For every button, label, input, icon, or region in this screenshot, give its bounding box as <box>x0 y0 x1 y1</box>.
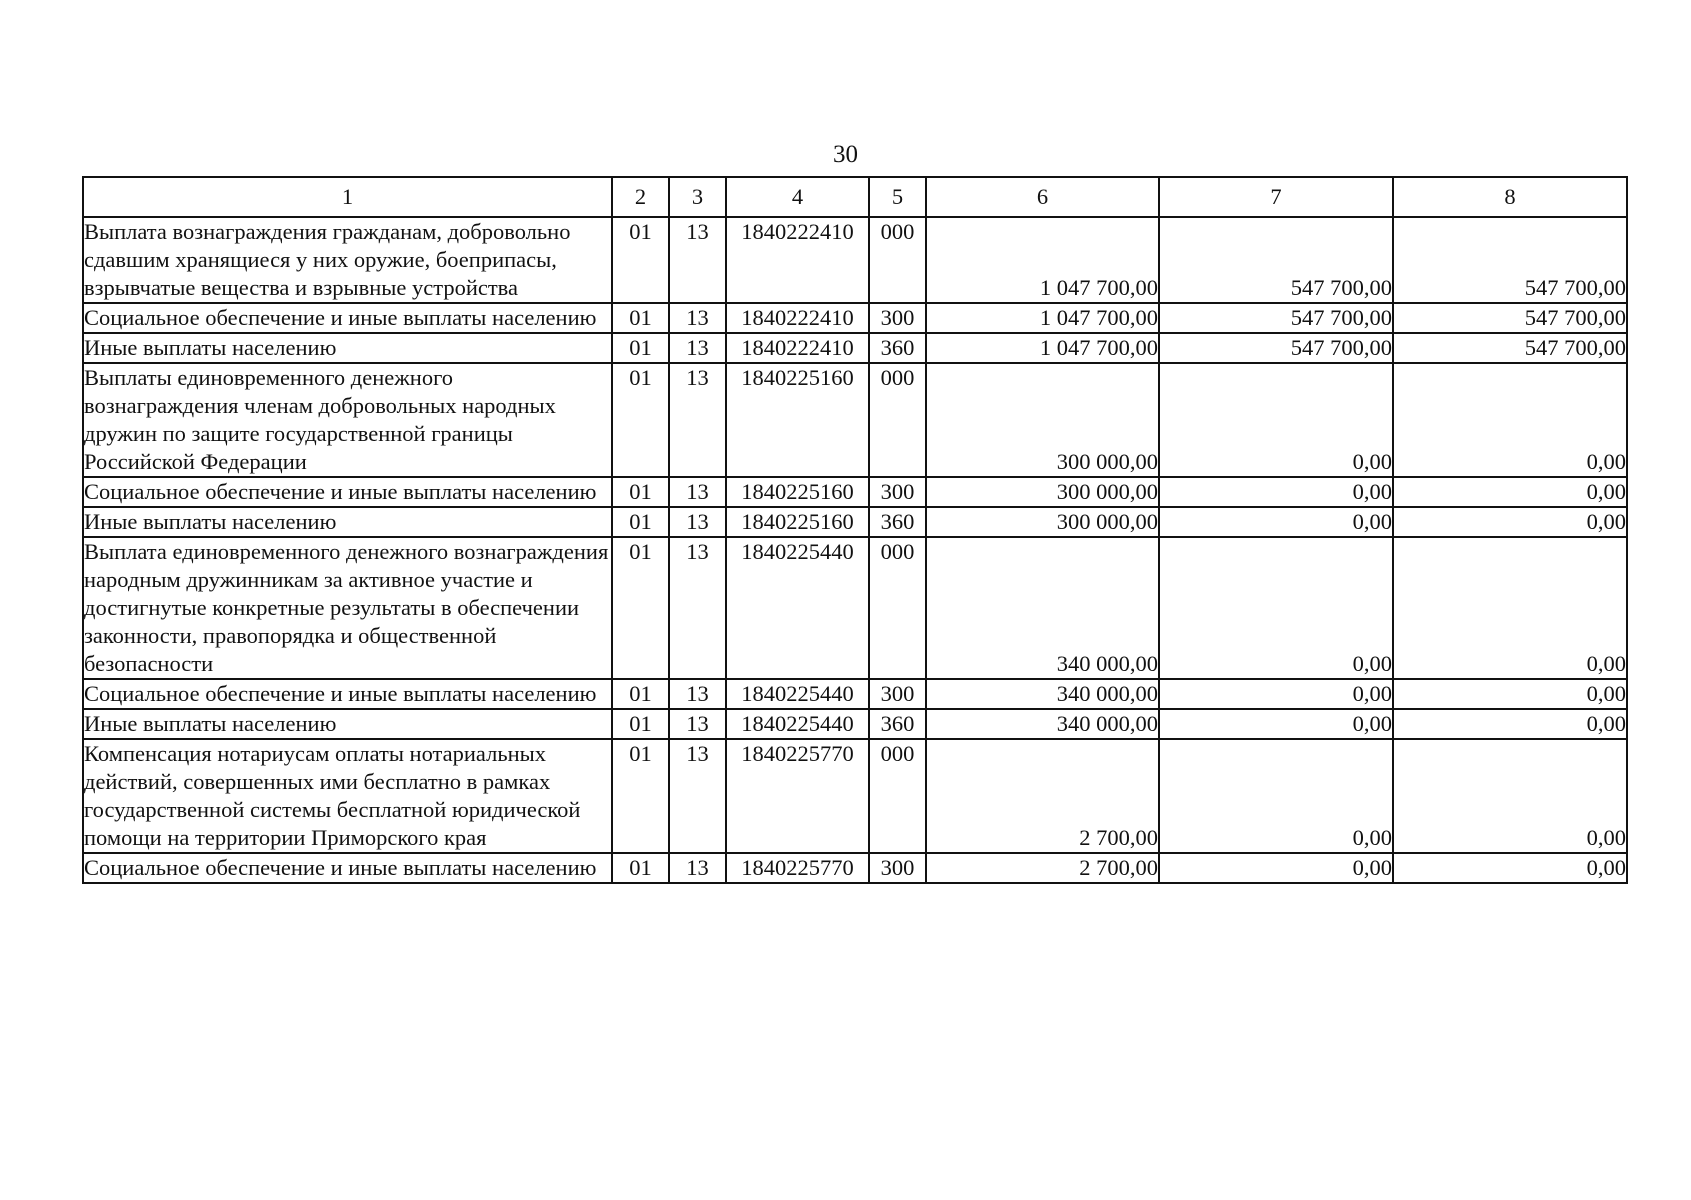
row-section: 01 <box>612 537 669 679</box>
row-expense-type: 360 <box>869 507 926 537</box>
row-name: Выплата единовременного денежного вознаграждения народным дружинникам за активное участие и достигнутые конкретные результаты в обеспечении законности, правопорядка и общественной безопасности <box>83 537 612 679</box>
row-amount-7: 0,00 <box>1159 739 1393 853</box>
row-name: Социальное обеспечение и иные выплаты населению <box>83 303 612 333</box>
row-section: 01 <box>612 853 669 883</box>
table-row <box>83 709 1627 739</box>
header-col-4: 4 <box>726 177 869 217</box>
row-amount-8: 0,00 <box>1393 477 1627 507</box>
row-subsection: 13 <box>669 679 726 709</box>
table-row <box>83 507 1627 537</box>
header-col-1: 1 <box>83 177 612 217</box>
row-amount-7: 547 700,00 <box>1159 333 1393 363</box>
table-row <box>83 303 1627 333</box>
row-expense-type: 300 <box>869 303 926 333</box>
row-name: Выплата вознаграждения гражданам, добровольно сдавшим хранящиеся у них оружие, боеприпасы, взрывчатые вещества и взрывные устройства <box>83 217 612 303</box>
row-amount-7: 547 700,00 <box>1159 217 1393 303</box>
budget-table <box>82 176 1628 884</box>
header-col-6: 6 <box>926 177 1159 217</box>
row-amount-8: 0,00 <box>1393 679 1627 709</box>
row-subsection: 13 <box>669 507 726 537</box>
row-amount-8: 547 700,00 <box>1393 217 1627 303</box>
row-amount-6: 1 047 700,00 <box>926 217 1159 303</box>
header-col-2: 2 <box>612 177 669 217</box>
row-section: 01 <box>612 363 669 477</box>
row-amount-8: 547 700,00 <box>1393 333 1627 363</box>
table-row <box>83 217 1627 303</box>
row-name: Социальное обеспечение и иные выплаты населению <box>83 477 612 507</box>
row-amount-7: 0,00 <box>1159 507 1393 537</box>
row-amount-8: 0,00 <box>1393 739 1627 853</box>
row-target: 1840225440 <box>726 537 869 679</box>
row-target: 1840225160 <box>726 363 869 477</box>
table-row <box>83 477 1627 507</box>
header-col-7: 7 <box>1159 177 1393 217</box>
row-section: 01 <box>612 333 669 363</box>
row-subsection: 13 <box>669 853 726 883</box>
row-section: 01 <box>612 679 669 709</box>
row-amount-6: 300 000,00 <box>926 507 1159 537</box>
row-subsection: 13 <box>669 303 726 333</box>
row-amount-8: 0,00 <box>1393 853 1627 883</box>
row-amount-8: 547 700,00 <box>1393 303 1627 333</box>
row-amount-7: 0,00 <box>1159 477 1393 507</box>
row-amount-6: 1 047 700,00 <box>926 303 1159 333</box>
row-amount-7: 0,00 <box>1159 709 1393 739</box>
table-header <box>83 177 1627 217</box>
row-section: 01 <box>612 709 669 739</box>
row-name: Компенсация нотариусам оплаты нотариальных действий, совершенных ими бесплатно в рамках государственной системы бесплатной юридической помощи на территории Приморского края <box>83 739 612 853</box>
row-amount-6: 2 700,00 <box>926 853 1159 883</box>
table-row <box>83 363 1627 477</box>
row-subsection: 13 <box>669 537 726 679</box>
row-expense-type: 300 <box>869 853 926 883</box>
table-row <box>83 333 1627 363</box>
row-target: 1840222410 <box>726 303 869 333</box>
table-row <box>83 739 1627 853</box>
table-row <box>83 679 1627 709</box>
row-section: 01 <box>612 217 669 303</box>
header-row <box>83 177 1627 217</box>
row-amount-6: 2 700,00 <box>926 739 1159 853</box>
table-row <box>83 537 1627 679</box>
row-expense-type: 360 <box>869 333 926 363</box>
row-name: Иные выплаты населению <box>83 709 612 739</box>
header-col-3: 3 <box>669 177 726 217</box>
table-row <box>83 853 1627 883</box>
row-name: Выплаты единовременного денежного вознаграждения членам добровольных народных дружин по защите государственной границы Российской Федерации <box>83 363 612 477</box>
row-target: 1840225160 <box>726 507 869 537</box>
row-expense-type: 360 <box>869 709 926 739</box>
row-name: Социальное обеспечение и иные выплаты населению <box>83 679 612 709</box>
row-expense-type: 000 <box>869 217 926 303</box>
row-target: 1840225770 <box>726 853 869 883</box>
row-amount-8: 0,00 <box>1393 537 1627 679</box>
header-col-8: 8 <box>1393 177 1627 217</box>
row-subsection: 13 <box>669 477 726 507</box>
row-amount-7: 547 700,00 <box>1159 303 1393 333</box>
row-subsection: 13 <box>669 333 726 363</box>
row-section: 01 <box>612 303 669 333</box>
row-amount-8: 0,00 <box>1393 709 1627 739</box>
row-amount-8: 0,00 <box>1393 363 1627 477</box>
row-section: 01 <box>612 507 669 537</box>
row-expense-type: 300 <box>869 477 926 507</box>
row-amount-6: 300 000,00 <box>926 363 1159 477</box>
row-name: Социальное обеспечение и иные выплаты населению <box>83 853 612 883</box>
row-amount-7: 0,00 <box>1159 537 1393 679</box>
row-target: 1840225160 <box>726 477 869 507</box>
row-amount-6: 340 000,00 <box>926 709 1159 739</box>
row-subsection: 13 <box>669 739 726 853</box>
row-amount-6: 300 000,00 <box>926 477 1159 507</box>
row-expense-type: 000 <box>869 537 926 679</box>
row-name: Иные выплаты населению <box>83 333 612 363</box>
row-amount-7: 0,00 <box>1159 853 1393 883</box>
row-subsection: 13 <box>669 217 726 303</box>
page-number: 30 <box>833 141 858 168</box>
row-expense-type: 000 <box>869 363 926 477</box>
row-target: 1840225770 <box>726 739 869 853</box>
header-col-5: 5 <box>869 177 926 217</box>
row-target: 1840222410 <box>726 217 869 303</box>
row-amount-7: 0,00 <box>1159 679 1393 709</box>
row-target: 1840225440 <box>726 709 869 739</box>
row-amount-7: 0,00 <box>1159 363 1393 477</box>
row-subsection: 13 <box>669 363 726 477</box>
row-subsection: 13 <box>669 709 726 739</box>
row-name: Иные выплаты населению <box>83 507 612 537</box>
row-target: 1840222410 <box>726 333 869 363</box>
row-section: 01 <box>612 477 669 507</box>
row-section: 01 <box>612 739 669 853</box>
row-target: 1840225440 <box>726 679 869 709</box>
row-amount-8: 0,00 <box>1393 507 1627 537</box>
row-amount-6: 340 000,00 <box>926 679 1159 709</box>
row-expense-type: 300 <box>869 679 926 709</box>
row-amount-6: 1 047 700,00 <box>926 333 1159 363</box>
table-body <box>83 217 1627 883</box>
row-amount-6: 340 000,00 <box>926 537 1159 679</box>
row-expense-type: 000 <box>869 739 926 853</box>
